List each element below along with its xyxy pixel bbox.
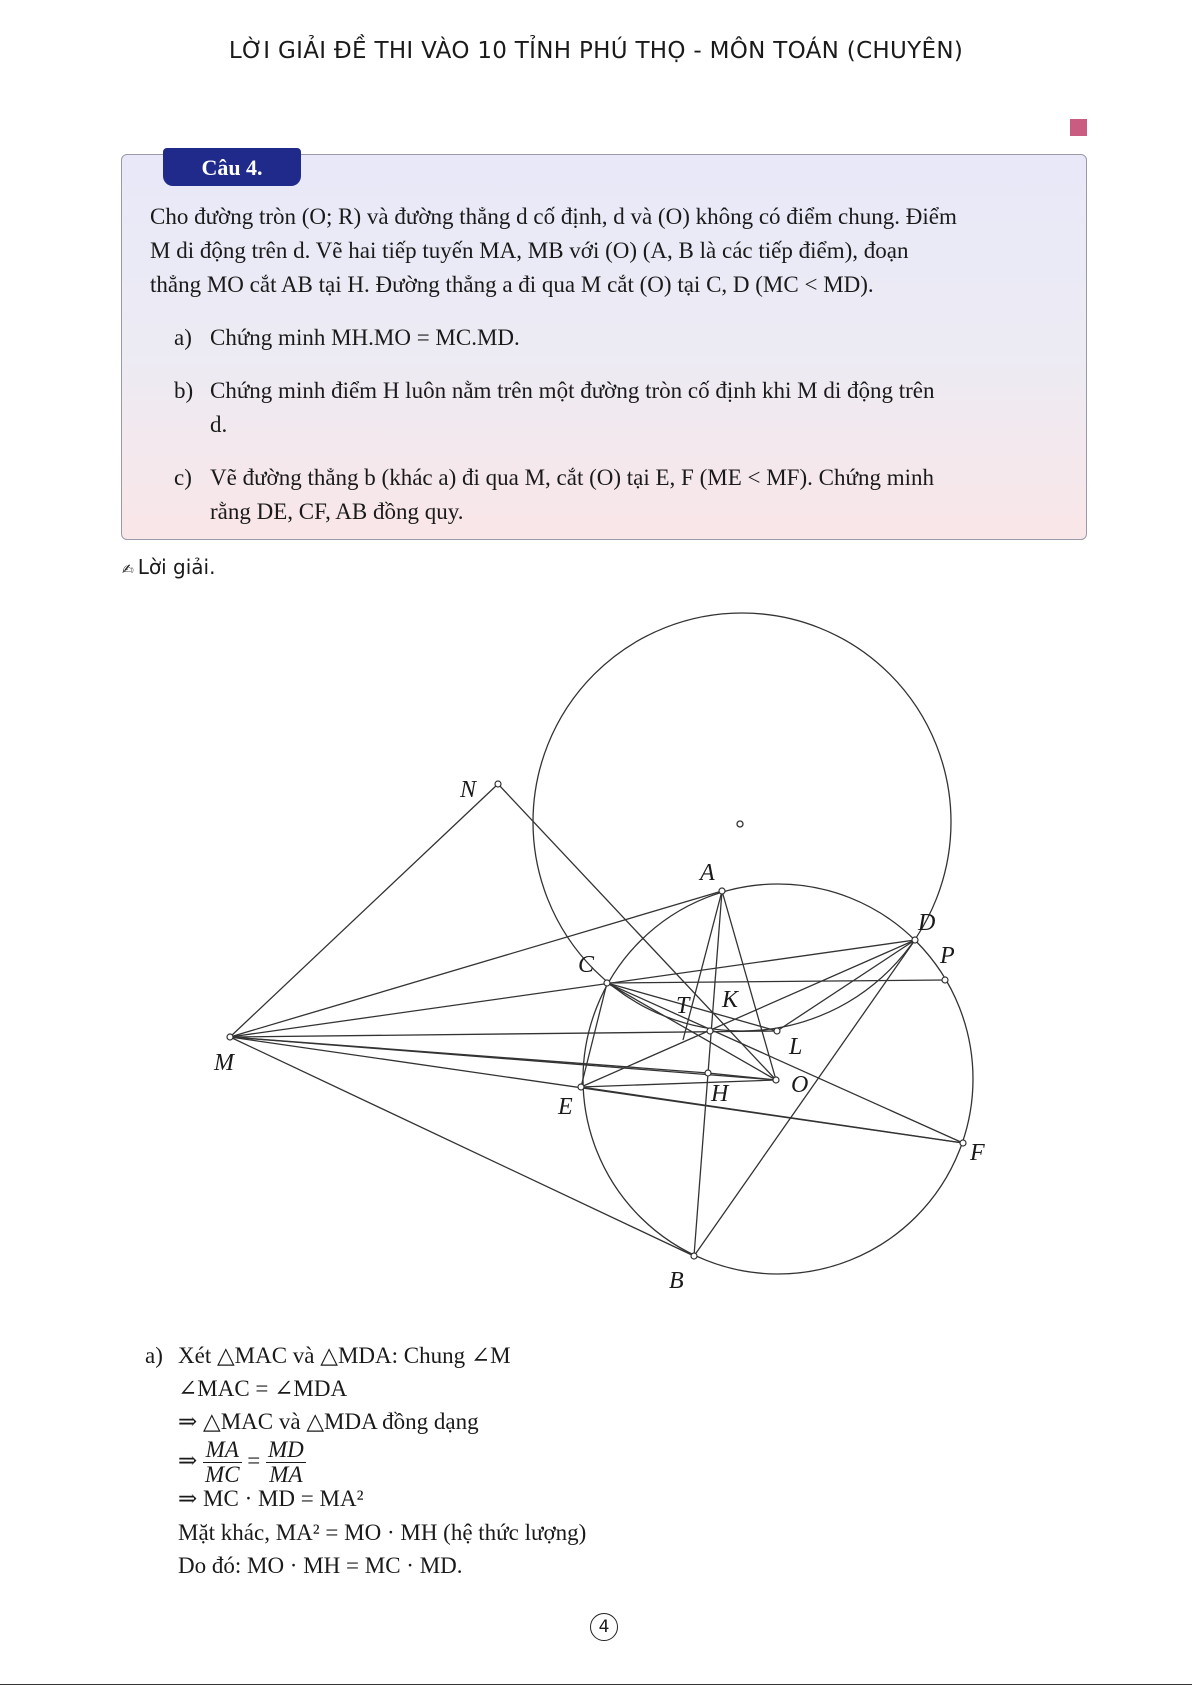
label-k: K [722,987,739,1013]
problem-item-b [174,374,1060,442]
label-p: P [940,943,955,969]
solution-label [122,555,215,579]
segment-cp [607,980,945,983]
segment-mn [230,784,498,1037]
point-f-dot [960,1140,966,1146]
geometry-figure [0,600,1192,1300]
tangent-mb [230,1037,694,1256]
label-l: L [789,1034,803,1060]
label-d: D [918,910,936,936]
page-number: 4 [590,1613,618,1641]
segment-mh [230,1037,708,1073]
solution-line-7: Do đó: MO · MH = MC · MD. [178,1553,463,1578]
point-a-dot [719,888,725,894]
solution-line-5: ⇒ MC · MD = MA² [178,1486,364,1511]
page-header: LỜI GIẢI ĐỀ THI VÀO 10 TỈNH PHÚ THỌ - MÔN TOÁN (CHUYÊN) [228,38,964,64]
fraction-numerator: MD [268,1437,304,1462]
pen-icon: ✍ [122,562,134,578]
problem-tab: Câu 4. [163,148,301,186]
item-text: Chứng minh điểm H luôn nằm trên một đường tròn cố định khi M di động trên [210,378,935,403]
label-n: N [460,777,477,803]
label-f: F [970,1140,985,1166]
solution-line-2: ∠MAC = ∠MDA [178,1376,348,1401]
segment-de [581,940,915,1087]
point-c-dot [604,980,610,986]
solution-a-label: a) [145,1343,163,1368]
fraction-ma-mc [203,1438,242,1487]
solution-line-1: Xét △MAC và △MDA: Chung ∠M [178,1343,511,1368]
solution-fraction-line [178,1438,306,1487]
implies-symbol: ⇒ [178,1447,198,1473]
item-text: Chứng minh MH.MO = MC.MD. [210,325,520,350]
item-text: Vẽ đường thẳng b (khác a) đi qua M, cắt (O) tại E, F (ME < MF). Chứng minh [210,465,934,490]
statement-line-1: Cho đường tròn (O; R) và đường thẳng d cố định, d và (O) không có điểm chung. Điểm [150,204,957,229]
center-dot [737,821,743,827]
item-label: a) [174,325,192,350]
label-b: B [669,1268,684,1294]
secant-md [230,940,915,1037]
label-c: C [578,952,595,978]
tangent-ma [230,891,722,1037]
fraction-denominator: MA [269,1462,303,1487]
point-h-dot [705,1070,711,1076]
solution-label-text: Lời giải. [137,555,216,579]
segment-cf [607,983,963,1143]
point-b-dot [691,1253,697,1259]
item-text: d. [210,412,228,437]
point-n-dot [495,781,501,787]
fraction-md-ma [266,1438,306,1487]
statement-line-3: thẳng MO cắt AB tại H. Đường thẳng a đi qua M cắt (O) tại C, D (MC < MD). [150,272,874,297]
label-m: M [214,1050,234,1076]
item-label: c) [174,465,192,490]
point-p-dot [942,977,948,983]
corner-marker [1070,119,1087,136]
label-a: A [700,860,715,886]
segment-eo [581,1080,776,1087]
equals-symbol: = [247,1447,261,1473]
point-e-dot [578,1084,584,1090]
problem-item-c [174,461,1060,529]
segment-ld [777,940,915,1031]
point-k-dot [707,1028,713,1034]
point-o-dot [773,1077,779,1083]
segment-ce [581,983,607,1087]
point-l-dot [774,1028,780,1034]
item-label: b) [174,378,194,403]
solution-line-3: ⇒ △MAC và △MDA đồng dạng [178,1409,479,1434]
point-m-dot [227,1034,233,1040]
segment-ef [581,1087,963,1143]
label-e: E [558,1094,573,1120]
solution-line-6: Mặt khác, MA² = MO · MH (hệ thức lượng) [178,1520,587,1545]
label-t: T [676,993,690,1019]
label-h: H [711,1081,729,1107]
fraction-numerator: MA [203,1438,242,1463]
item-text: rằng DE, CF, AB đồng quy. [210,499,464,524]
point-d-dot [912,937,918,943]
label-o: O [791,1072,809,1098]
problem-item-a [174,321,1060,355]
fraction-denominator: MC [205,1462,240,1487]
statement-line-2: M di động trên d. Vẽ hai tiếp tuyến MA, MB với (O) (A, B là các tiếp điểm), đoạn [150,238,909,263]
